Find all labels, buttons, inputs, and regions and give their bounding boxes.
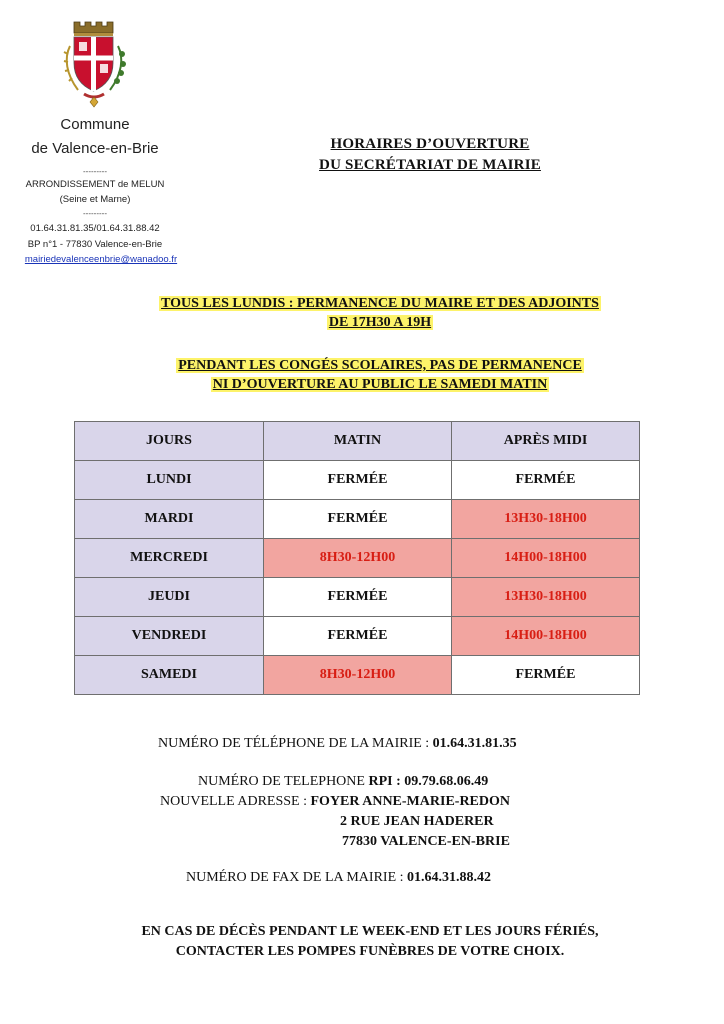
morning-cell: FERMÉE bbox=[264, 461, 452, 500]
morning-cell: FERMÉE bbox=[264, 617, 452, 656]
day-cell: LUNDI bbox=[75, 461, 264, 500]
table-row bbox=[75, 617, 640, 656]
table-row bbox=[75, 578, 640, 617]
mairie-phone-line bbox=[158, 736, 517, 752]
table-row bbox=[75, 656, 640, 695]
page-title-line2: DU SECRÉTARIAT DE MAIRIE bbox=[319, 157, 541, 173]
rpi-phone-line bbox=[198, 774, 488, 790]
coat-of-arms-icon bbox=[60, 18, 132, 110]
morning-cell: FERMÉE bbox=[264, 578, 452, 617]
address-line1: FOYER ANNE-MARIE-REDON bbox=[310, 794, 510, 809]
address-label: NOUVELLE ADRESSE : bbox=[160, 794, 311, 809]
afternoon-cell: 14H00-18H00 bbox=[452, 617, 640, 656]
morning-cell: 8H30-12H00 bbox=[264, 539, 452, 578]
day-cell: MERCREDI bbox=[75, 539, 264, 578]
address-line bbox=[160, 794, 510, 810]
afternoon-cell: 13H30-18H00 bbox=[452, 500, 640, 539]
mairie-phone-value: 01.64.31.81.35 bbox=[432, 736, 517, 751]
day-cell: VENDREDI bbox=[75, 617, 264, 656]
table-row bbox=[75, 539, 640, 578]
fax-label: NUMÉRO DE FAX DE LA MAIRIE : bbox=[186, 870, 408, 885]
day-cell: JEUDI bbox=[75, 578, 264, 617]
monday-notice-line2: DE 17H30 A 19H bbox=[328, 315, 432, 330]
afternoon-cell: FERMÉE bbox=[452, 656, 640, 695]
email-link[interactable]: mairiedevalenceenbrie@wanadoo.fr bbox=[24, 254, 178, 265]
header-days: JOURS bbox=[75, 422, 264, 461]
department: (Seine et Marne) bbox=[59, 194, 131, 205]
day-cell: SAMEDI bbox=[75, 656, 264, 695]
footer-notice-line2: CONTACTER LES POMPES FUNÈBRES DE VOTRE CHOIX. bbox=[175, 944, 565, 959]
morning-cell: 8H30-12H00 bbox=[264, 656, 452, 695]
footer-notice-line1: EN CAS DE DÉCÈS PENDANT LE WEEK-END ET LES JOURS FÉRIÉS, bbox=[141, 924, 599, 939]
table-header-row bbox=[75, 422, 640, 461]
holidays-notice-line2: NI D’OUVERTURE AU PUBLIC LE SAMEDI MATIN bbox=[212, 377, 548, 392]
rpi-phone-value: RPI : 09.79.68.06.49 bbox=[368, 774, 489, 789]
header-morning: MATIN bbox=[264, 422, 452, 461]
afternoon-cell: 13H30-18H00 bbox=[452, 578, 640, 617]
fax-value: 01.64.31.88.42 bbox=[407, 870, 492, 885]
postal-address: BP n°1 - 77830 Valence-en-Brie bbox=[27, 239, 163, 250]
afternoon-cell: 14H00-18H00 bbox=[452, 539, 640, 578]
commune-name-line2: de Valence-en-Brie bbox=[31, 140, 159, 157]
table-row bbox=[75, 500, 640, 539]
morning-cell: FERMÉE bbox=[264, 500, 452, 539]
arrondissement: ARRONDISSEMENT de MELUN bbox=[25, 179, 165, 190]
table-row bbox=[75, 461, 640, 500]
address-line3: 77830 VALENCE-EN-BRIE bbox=[342, 834, 510, 849]
holidays-notice-line1: PENDANT LES CONGÉS SCOLAIRES, PAS DE PERMANENCE bbox=[178, 358, 582, 373]
address-line2: 2 RUE JEAN HADERER bbox=[340, 814, 494, 829]
separator: --------- bbox=[83, 167, 107, 176]
mairie-phone-label: NUMÉRO DE TÉLÉPHONE DE LA MAIRIE : bbox=[158, 736, 433, 751]
page-title-line1: HORAIRES D’OUVERTURE bbox=[330, 136, 530, 152]
fax-line bbox=[186, 870, 491, 886]
commune-name-line1: Commune bbox=[60, 116, 130, 133]
monday-notice-line1: TOUS LES LUNDIS : PERMANENCE DU MAIRE ET DES ADJOINTS bbox=[161, 296, 599, 311]
opening-hours-table bbox=[74, 421, 640, 695]
day-cell: MARDI bbox=[75, 500, 264, 539]
rpi-phone-label: NUMÉRO DE TELEPHONE bbox=[198, 774, 369, 789]
phone-numbers: 01.64.31.81.35/01.64.31.88.42 bbox=[30, 223, 160, 234]
separator: --------- bbox=[83, 209, 107, 218]
afternoon-cell: FERMÉE bbox=[452, 461, 640, 500]
header-afternoon: APRÈS MIDI bbox=[452, 422, 640, 461]
